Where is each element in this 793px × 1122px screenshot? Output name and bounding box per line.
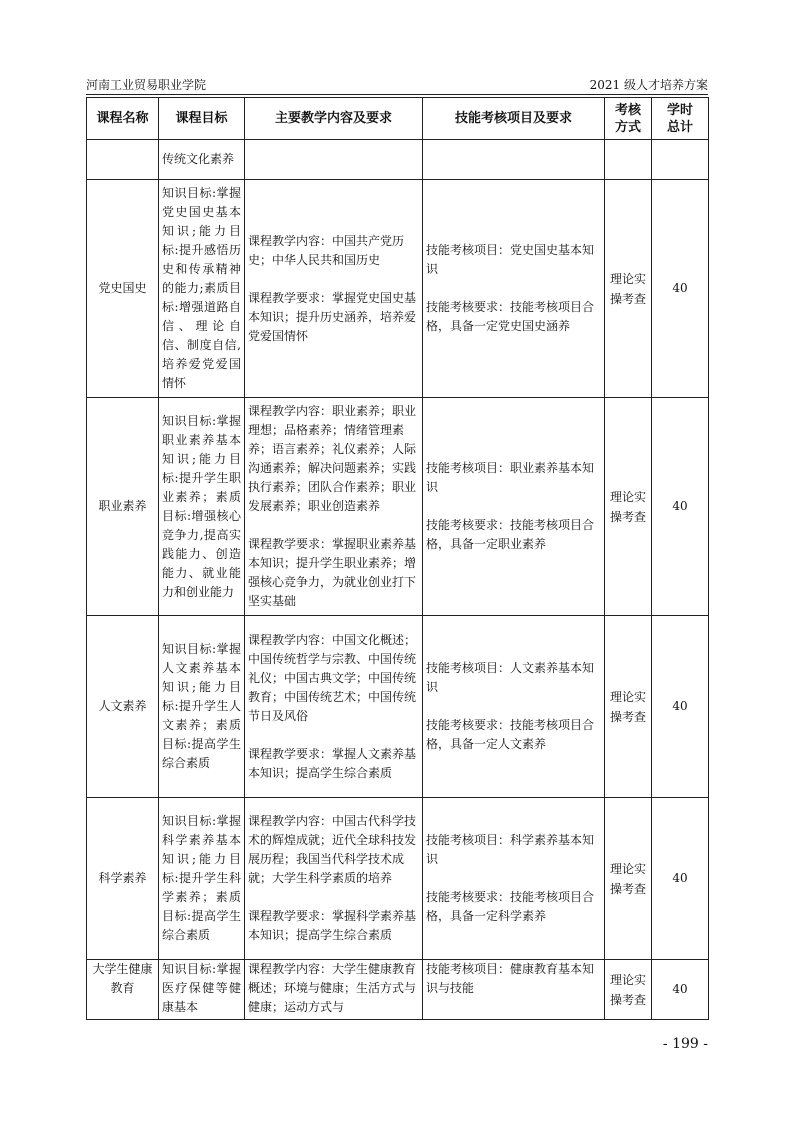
cell-content: [245, 180, 423, 398]
cell-method: 理论实操考查: [605, 616, 652, 798]
table-row: [87, 398, 709, 616]
cell-goal: 知识目标:掌握科学素养基本知识;能力目标:提升学生科学素养；素质目标:提高学生综合素质: [159, 798, 245, 960]
cell-content: [245, 616, 423, 798]
skill-item: 技能考核项目：党史国史基本知识: [426, 243, 595, 276]
content-requirement: 课程教学要求：掌握党史国史基本知识；提升历史涵养，培养爱党爱国情怀: [248, 290, 417, 343]
paragraph-gap: [426, 869, 601, 888]
table-row: [87, 180, 709, 398]
content-text: 课程教学内容：中国共产党历史；中华人民共和国历史: [248, 233, 405, 267]
content-text: 课程教学内容：中国古代科学技术的辉煌成就；近代全球科技发展历程；我国当代科学技术成就；大学生科学素质的培养: [248, 814, 417, 885]
cell-method: 理论实操考查: [605, 798, 652, 960]
table-row: [87, 140, 709, 180]
cell-course-name: 科学素养: [87, 798, 159, 960]
skill-requirement: 技能考核要求：技能考核项目合格，具备一定人文素养: [426, 718, 595, 751]
course-table: [86, 97, 709, 1020]
table-header-row: [87, 98, 709, 140]
paragraph-gap: [248, 516, 419, 535]
skill-item: 技能考核项目：职业素养基本知识: [426, 461, 595, 494]
header-institution: 河南工业贸易职业学院: [86, 78, 207, 92]
col-header-method: [605, 98, 652, 140]
cell-skill: [423, 798, 605, 960]
skill-requirement: 技能考核要求：技能考核项目合格，具备一定党史国史涵养: [426, 300, 595, 333]
cell-course-name: 大学生健康教育: [87, 960, 159, 1020]
paragraph-gap: [248, 726, 419, 745]
cell-method: 理论实操考查: [605, 960, 652, 1020]
cell-skill: [423, 398, 605, 616]
cell-content: [245, 140, 423, 180]
paragraph-gap: [248, 270, 419, 289]
cell-goal: 知识目标:掌握党史国史基本知识;能力目标:提升感悟历史和传承精神的能力;素质目标:增强道路自信、理论自信、制度自信,培养爱党爱国情怀: [159, 180, 245, 398]
cell-hours: 40: [652, 960, 709, 1020]
cell-skill: [423, 616, 605, 798]
content-text: 课程教学内容：中国文化概述；中国传统哲学与宗教、中国传统礼仪；中国古典文学；中国传统教育；中国传统艺术；中国传统节日及风俗: [248, 632, 417, 723]
cell-goal: 知识目标:掌握医疗保健等健康基本: [159, 960, 245, 1020]
cell-goal: 知识目标:掌握人文素养基本知识;能力目标:提升学生人文素养；素质目标:提高学生综合素质: [159, 616, 245, 798]
content-text: 课程教学内容：大学生健康教育概述；环境与健康；生活方式与健康；运动方式与: [248, 962, 417, 1014]
cell-method: [605, 140, 652, 180]
col-header-skill: 技能考核项目及要求: [423, 98, 605, 140]
cell-goal: 知识目标:掌握职业素养基本知识;能力目标:提升学生职业素养；素质目标:增强核心竞争力,提高实践能力、创造能力、就业能力和创业能力: [159, 398, 245, 616]
content-text: 课程教学内容：职业素养；职业理想；品格素养；情绪管理素养；语言素养；礼仪素养；人际沟通素养；解决问题素养；实践执行素养；团队合作素养；职业发展素养；职业创造素养: [248, 404, 417, 513]
cell-content: [245, 398, 423, 616]
cell-skill: [423, 140, 605, 180]
cell-method: 理论实操考查: [605, 398, 652, 616]
header-plan-title: 2021 级人才培养方案: [589, 78, 708, 92]
content-requirement: 课程教学要求：掌握职业素养基本知识；提升学生职业素养；增强核心竞争力，为就业创业打下坚实基础: [248, 537, 417, 608]
col-header-hours-line2: 总计: [666, 119, 693, 135]
paragraph-gap: [248, 888, 419, 907]
skill-requirement: 技能考核要求：技能考核项目合格，具备一定职业素养: [426, 518, 595, 551]
skill-item: 技能考核项目：人文素养基本知识: [426, 661, 595, 694]
col-header-goal: 课程目标: [159, 98, 245, 140]
cell-content: [245, 960, 423, 1020]
page-number: - 199 -: [662, 1036, 708, 1052]
skill-item: 技能考核项目：健康教育基本知识与技能: [426, 962, 595, 995]
skill-requirement: 技能考核要求：技能考核项目合格，具备一定科学素养: [426, 890, 595, 923]
cell-hours: [652, 140, 709, 180]
cell-hours: 40: [652, 398, 709, 616]
cell-course-name: 党史国史: [87, 180, 159, 398]
content-requirement: 课程教学要求：掌握科学素养基本知识；提高学生综合素质: [248, 909, 417, 942]
table-row: [87, 960, 709, 1020]
content-requirement: 课程教学要求：掌握人文素养基本知识；提高学生综合素质: [248, 746, 417, 780]
skill-item: 技能考核项目：科学素养基本知识: [426, 833, 595, 866]
col-header-content: 主要教学内容及要求: [245, 98, 423, 140]
table-row: [87, 798, 709, 960]
cell-hours: 40: [652, 180, 709, 398]
cell-course-name: [87, 140, 159, 180]
cell-hours: 40: [652, 616, 709, 798]
col-header-method-line1: 考核: [614, 102, 641, 118]
cell-skill: [423, 180, 605, 398]
cell-course-name: 职业素养: [87, 398, 159, 616]
col-header-hours-line1: 学时: [666, 102, 693, 118]
col-header-hours: [652, 98, 709, 140]
col-header-course-name: 课程名称: [87, 98, 159, 140]
cell-skill: [423, 960, 605, 1020]
cell-hours: 40: [652, 798, 709, 960]
table-row: [87, 616, 709, 798]
cell-method: 理论实操考查: [605, 180, 652, 398]
paragraph-gap: [426, 279, 601, 298]
col-header-method-line2: 方式: [614, 119, 641, 135]
header-rule: [86, 94, 708, 95]
paragraph-gap: [426, 497, 601, 516]
cell-goal: 传统文化素养: [159, 140, 245, 180]
page-header: [86, 76, 708, 93]
paragraph-gap: [426, 697, 601, 716]
cell-course-name: 人文素养: [87, 616, 159, 798]
cell-content: [245, 798, 423, 960]
